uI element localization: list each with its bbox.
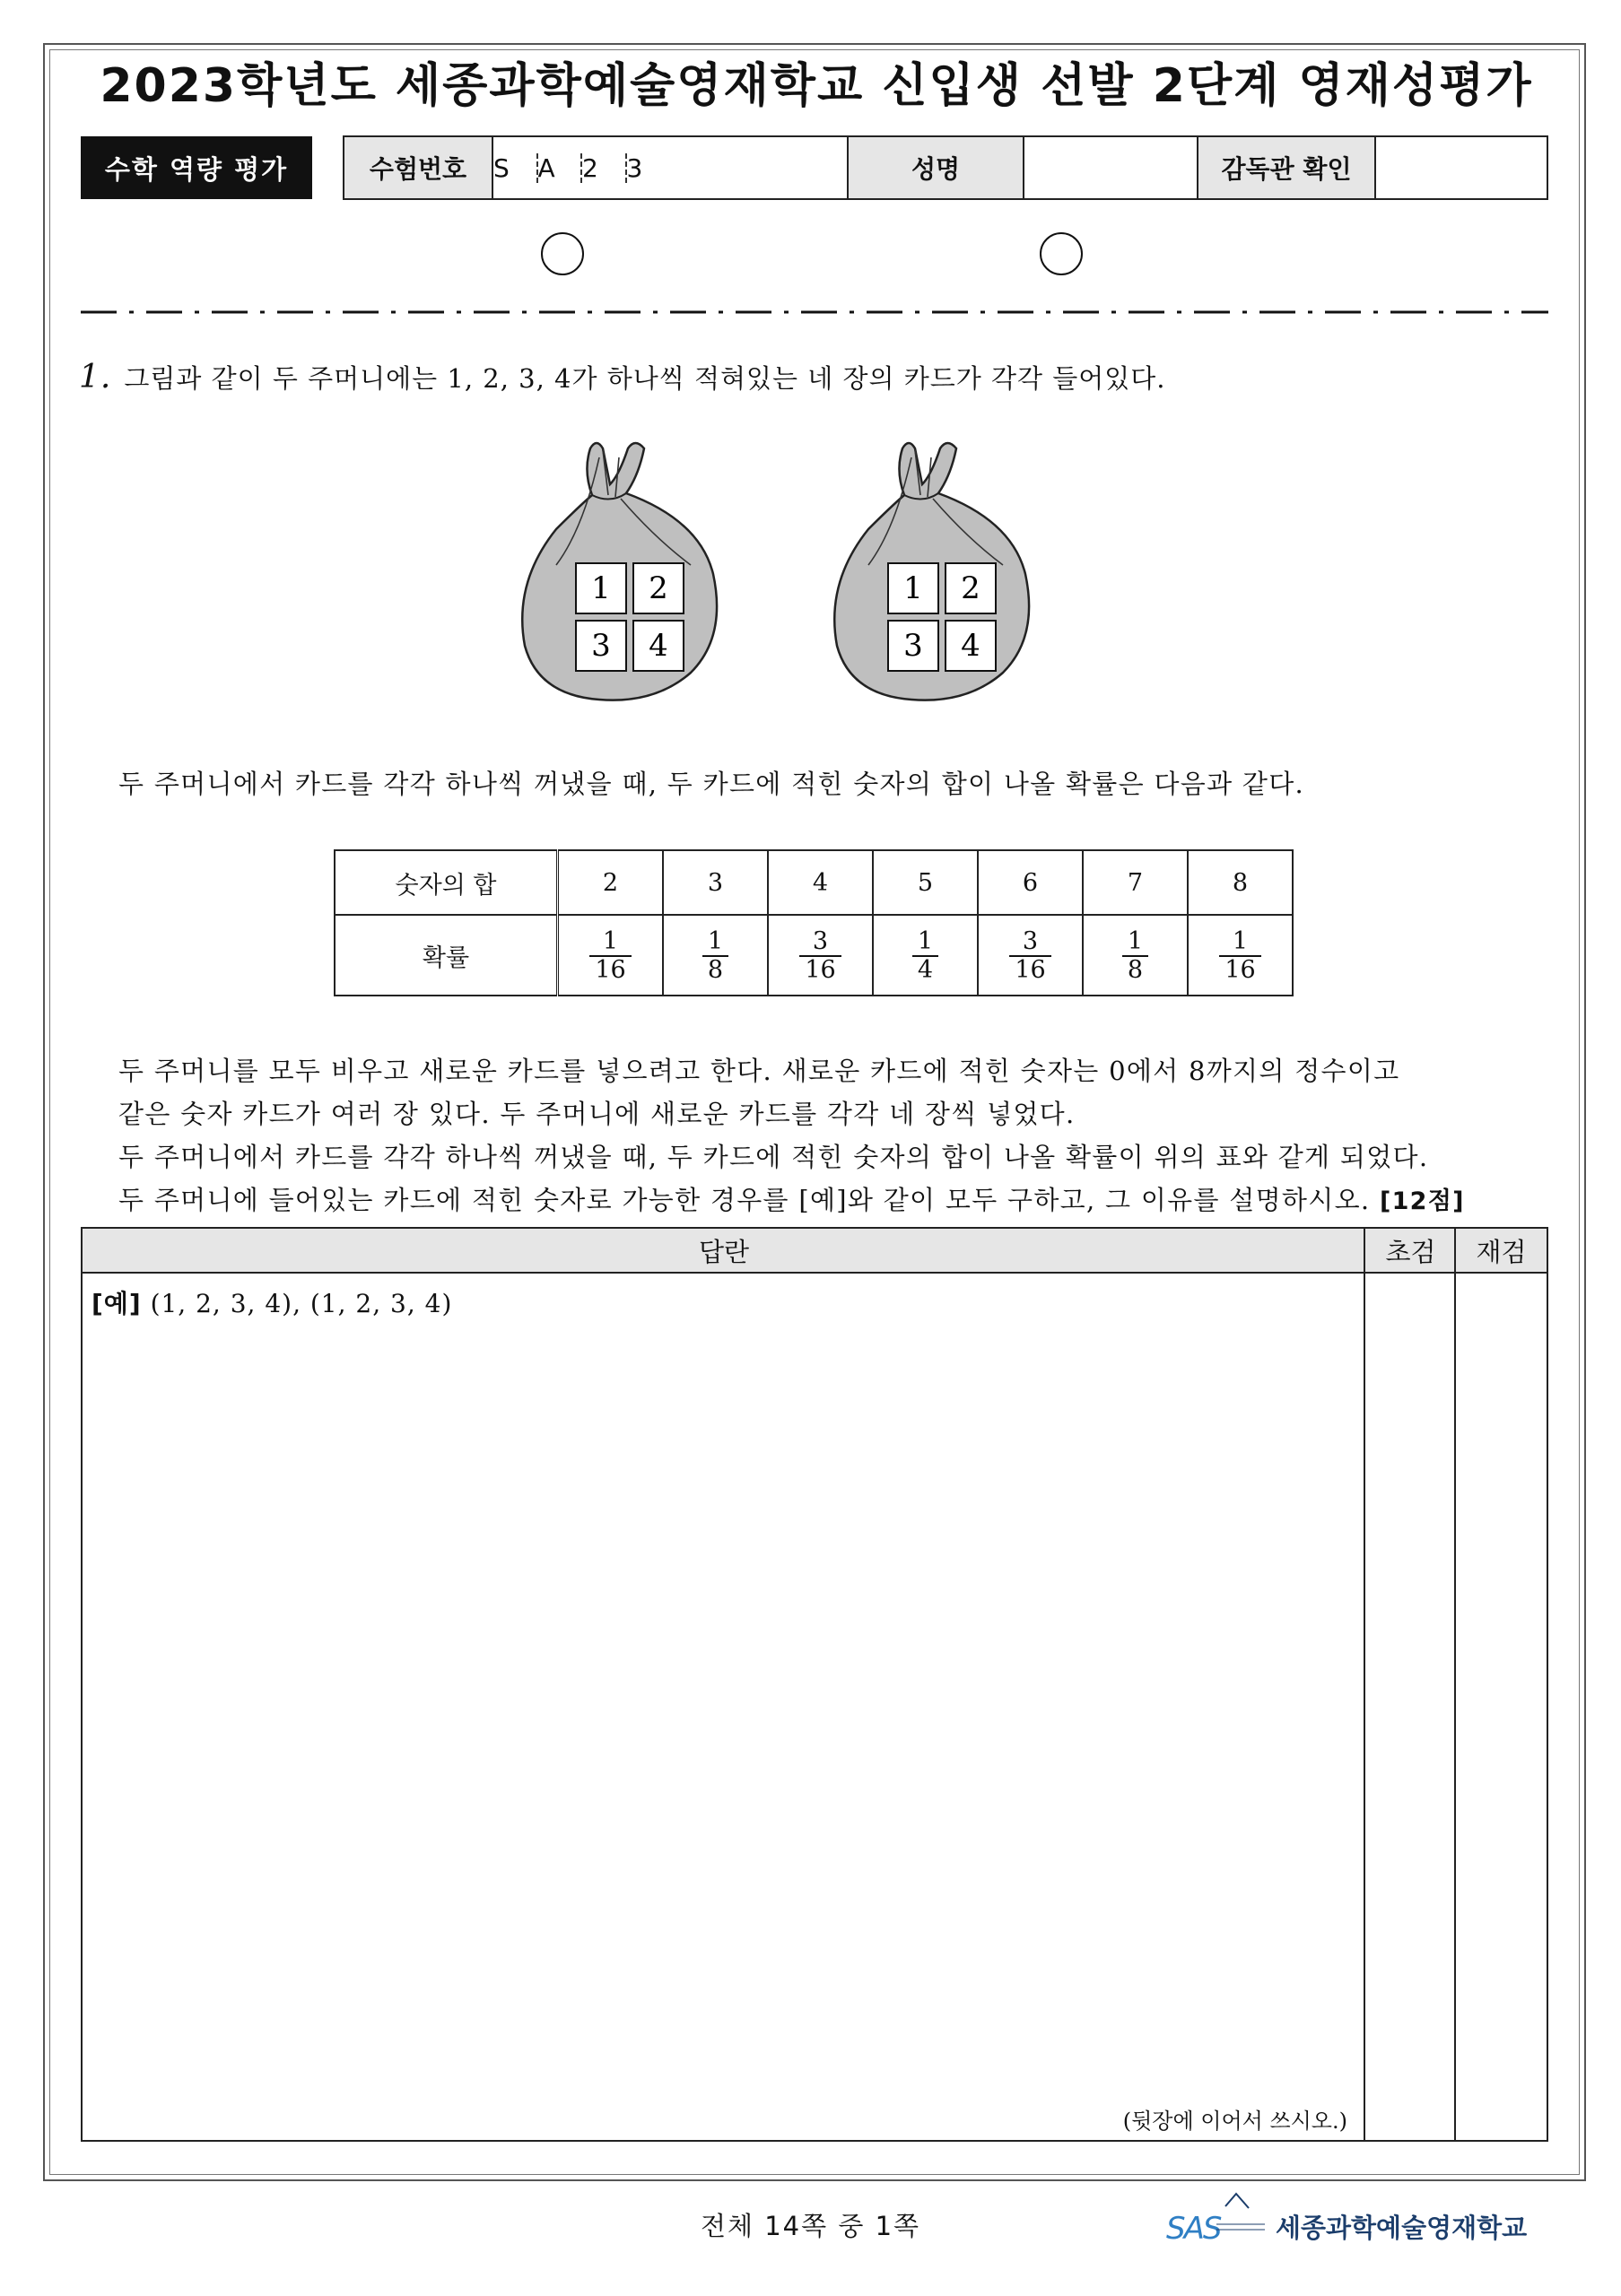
answer-header: 답란 [83,1229,1365,1274]
fraction: $\frac{3}{16}$ [799,928,841,984]
problem-paragraph-line [118,1180,1465,1217]
answer-writing-area[interactable] [90,1318,1355,2099]
column-divider [1364,1229,1365,2140]
supervisor-label: 감독관 확인 [1197,137,1374,198]
question-number: 1. [79,359,112,396]
answer-example [92,1284,452,1320]
problem-paragraph-line: 두 주머니에서 카드를 각각 하나씩 꺼냈을 때, 두 카드에 적힌 숫자의 합이 나올 확률이 위의 표와 같게 되었다. [118,1142,1429,1172]
exam-number-digits[interactable] [492,137,847,198]
card-number: 4 [649,628,668,664]
binder-hole-left [541,232,584,275]
binder-hole-right [1040,232,1083,275]
exam-number-label: 수험번호 [344,137,492,198]
exam-digit: 3 [625,153,670,183]
probability-cell [873,915,978,996]
fraction: $\frac{1}{16}$ [589,928,631,984]
card-number: 4 [961,628,980,664]
exam-title: 2023학년도 세종과학예술영재학교 신입생 선발 2단계 영재성평가 [100,59,1533,113]
column-divider [1454,1229,1456,2140]
probability-cell [768,915,873,996]
sum-cell: 6 [978,850,1083,915]
card-number: 1 [591,570,611,606]
second-check-header: 재검 [1456,1229,1547,1274]
name-field[interactable] [1023,137,1197,198]
sum-cell: 2 [558,850,664,915]
fraction: $\frac{3}{16}$ [1009,928,1050,984]
question-intro [79,359,1166,396]
exam-digit: 2 [580,153,625,183]
table-row-sum [335,850,1293,915]
section-tag: 수학 역량 평가 [81,136,312,199]
probability-cell [1188,915,1293,996]
sum-cell: 4 [768,850,873,915]
sum-cell: 8 [1188,850,1293,915]
fraction: $\frac{1}{8}$ [1122,928,1148,984]
problem-question: 두 주머니에 들어있는 카드에 적힌 숫자로 가능한 경우를 [예]와 같이 모두 구하고, 그 이유를 설명하시오. [118,1185,1371,1215]
exam-digit: S [493,152,510,183]
supervisor-field[interactable] [1374,137,1547,198]
card-number: 2 [961,570,980,606]
row-label-probability: 확률 [335,915,558,996]
probability-cell [1083,915,1188,996]
cut-line [81,310,1548,314]
fraction: $\frac{1}{8}$ [702,928,728,984]
sum-cell: 7 [1083,850,1188,915]
row-label-sum: 숫자의 합 [335,850,558,915]
problem-paragraph-line: 두 주머니를 모두 비우고 새로운 카드를 넣으려고 한다. 새로운 카드에 적힌 숫자는 0에서 8까지의 정수이고 [118,1056,1400,1086]
page-indicator: 전체 14쪽 중 1쪽 [700,2211,921,2241]
draw-description: 두 주머니에서 카드를 각각 하나씩 꺼냈을 때, 두 카드에 적힌 숫자의 합이 나올 확률은 다음과 같다. [118,769,1305,799]
probability-table [334,849,1294,996]
sum-cell: 3 [663,850,768,915]
example-label: [예] [92,1289,142,1318]
card-number: 3 [903,628,923,664]
card-number: 2 [649,570,668,606]
two-pouches-figure [520,430,1094,718]
school-name: 세종과학예술영재학교 [1276,2213,1528,2243]
pouch [834,443,1029,700]
probability-cell [978,915,1083,996]
exam-digit: A [536,153,581,183]
probability-cell [558,915,664,996]
fraction: $\frac{1}{16}$ [1219,928,1260,984]
name-label: 성명 [847,137,1023,198]
answer-box [81,1227,1548,2142]
table-row-probability [335,915,1293,996]
candidate-info-row [343,135,1548,200]
question-intro-text: 그림과 같이 두 주머니에는 1, 2, 3, 4가 하나씩 적혀있는 네 장의 카드가 각각 들어있다. [124,363,1166,394]
example-value: (1, 2, 3, 4), (1, 2, 3, 4) [150,1289,453,1318]
points-badge: [12점] [1379,1187,1465,1215]
probability-cell [663,915,768,996]
fraction: $\frac{1}{4}$ [912,928,938,984]
sum-cell: 5 [873,850,978,915]
card-number: 1 [903,570,923,606]
logo-mark: SAS [1166,2211,1221,2247]
pouch [522,443,717,700]
card-number: 3 [591,628,611,664]
first-check-header: 초검 [1365,1229,1456,1274]
continue-note: (뒷장에 이어서 쓰시오.) [1122,2109,1347,2134]
problem-paragraph-line: 같은 숫자 카드가 여러 장 있다. 두 주머니에 새로운 카드를 각각 네 장씩 넣었다. [118,1099,1076,1129]
